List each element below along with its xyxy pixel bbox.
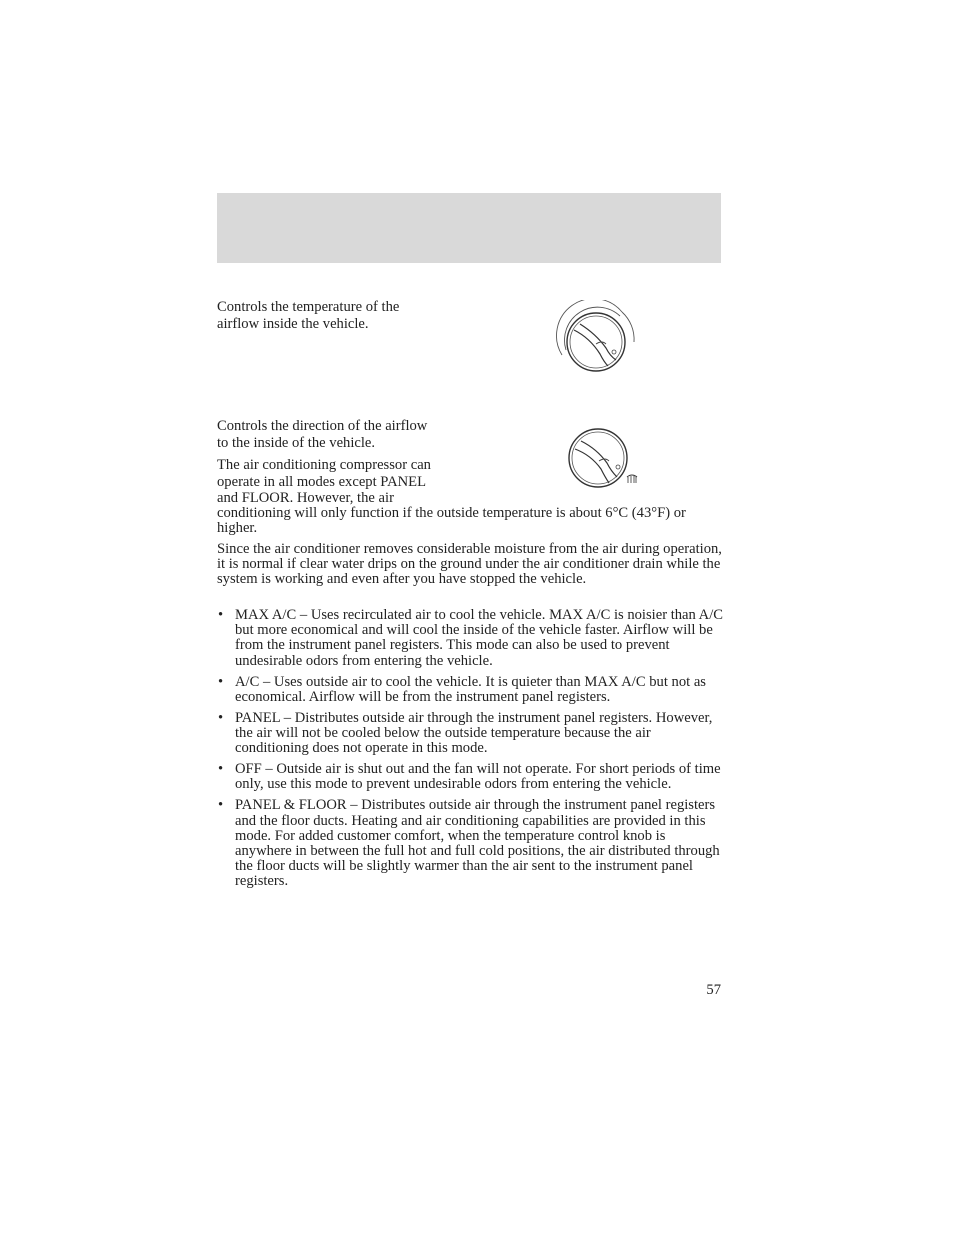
list-item: • MAX A/C – Uses recirculated air to cool the vehicle. MAX A/C is noisier than A/C but more economical and will cool the inside of the vehicle faster. Airflow will be from the instrument panel registers. This mode can also be used to prevent undesirable odors from entering the vehicle. [217,608,723,669]
page-number: 57 [706,982,721,998]
mode-knob-icon [565,425,645,493]
list-item: • A/C – Uses outside air to cool the vehicle. It is quieter than MAX A/C but not as economical. Airflow will be from the instrument panel registers. [217,675,723,705]
compressor-text-continued: conditioning will only function if the outside temperature is about 6°C (43°F) or higher. [217,505,686,537]
compressor-text-lines: The air conditioning compressor can operate in all modes except PANEL and FLOOR. However, the air [217,457,431,506]
mode-list [217,608,723,895]
list-item: • OFF – Outside air is shut out and the fan will not operate. For short periods of time only, use this mode to prevent undesirable odors from entering the vehicle. [217,762,723,792]
temperature-control-text: Controls the temperature of the airflow inside the vehicle. [217,299,400,332]
section-header-band [217,193,721,263]
temperature-knob-icon [552,300,642,380]
moisture-paragraph: Since the air conditioner removes considerable moisture from the air during operation, it is normal if clear water drips on the ground under the air conditioner drain while the system is working and even after you have stopped the vehicle. [217,541,722,588]
list-item: • PANEL – Distributes outside air through the instrument panel registers. However, the air will not be cooled below the outside temperature because the air conditioning does not operate in this mode. [217,711,723,757]
list-item: • PANEL & FLOOR – Distributes outside air through the instrument panel registers and the floor ducts. Heating and air conditioning capabilities are provided in this mode. For added customer comfort, when the temperature control knob is anywhere in between the full hot and full cold positions, the air distributed through the floor ducts will be slightly warmer than the air sent to the instrument panel registers. [217,798,723,889]
direction-control-text: Controls the direction of the airflow to the inside of the vehicle. [217,418,428,451]
